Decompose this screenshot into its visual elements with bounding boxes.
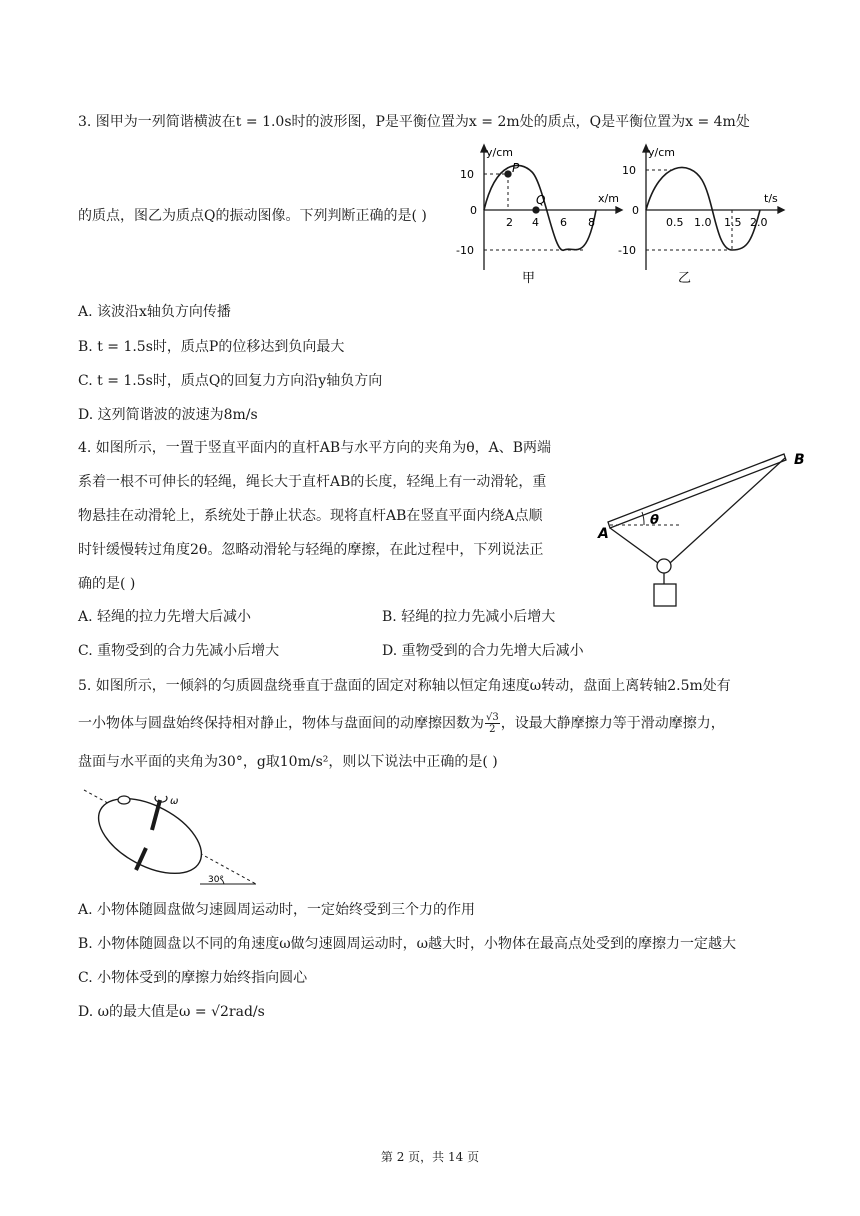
right-xtick-1-5: 1.5: [724, 216, 742, 229]
q4-option-b: B. 轻绳的拉力先减小后增大: [382, 609, 556, 625]
q5-line-2-pre: 一小物体与圆盘始终保持相对静止，物体与盘面间的动摩擦因数为: [78, 715, 484, 732]
left-ytick-0: 0: [470, 204, 477, 217]
q3-option-d: D. 这列简谐波的波速为8m/s: [78, 407, 258, 423]
caption-yi: 乙: [678, 271, 692, 286]
omega-label: ω: [170, 796, 179, 807]
q5-line-3: 盘面与水平面的夹角为30°，g取10m/s²，则以下说法中正确的是( ): [78, 754, 498, 770]
left-ytick-neg10: -10: [456, 244, 474, 257]
right-ytick-neg10: -10: [618, 244, 636, 257]
left-xtick-2: 2: [506, 216, 513, 229]
q4-line-2: 系着一根不可伸长的轻绳，绳长大于直杆AB的长度，轻绳上有一动滑轮，重: [78, 474, 547, 490]
left-ylabel: y/cm: [486, 146, 513, 159]
frac-denominator: 2: [489, 724, 496, 735]
q5-option-b: B. 小物体随圆盘以不同的角速度ω做匀速圆周运动时，ω越大时，小物体在最高点处受到的摩擦力一定越大: [78, 936, 737, 952]
q4-line-1: 4. 如图所示，一置于竖直平面内的直杆AB与水平方向的夹角为θ，A、B两端: [78, 440, 552, 456]
left-xlabel: x/m: [598, 192, 619, 205]
right-xlabel: t/s: [764, 192, 778, 205]
left-ytick-10: 10: [460, 168, 474, 181]
vibration-graph-right: [643, 145, 784, 270]
q3-line-1: 3. 图甲为一列简谐横波在t = 1.0s时的波形图，P是平衡位置为x = 2m处的质点，Q是平衡位置为x = 4m处: [78, 114, 750, 130]
right-xtick-0-5: 0.5: [666, 216, 684, 229]
q5-line-1: 5. 如图所示，一倾斜的匀质圆盘绕垂直于盘面的固定对称轴以恒定角速度ω转动，盘面上离转轴2.5m处有: [78, 678, 731, 694]
right-ytick-10: 10: [622, 164, 636, 177]
q5-option-d: D. ω的最大值是ω = √2rad/s: [78, 1004, 265, 1020]
q3-option-a: A. 该波沿x轴负方向传播: [78, 304, 231, 320]
point-p-label: P: [512, 161, 520, 175]
q4-option-c: C. 重物受到的合力先减小后增大: [78, 643, 280, 659]
wave-graph-left: [481, 145, 622, 270]
q3-line-2: 的质点，图乙为质点Q的振动图像。下列判断正确的是( ): [78, 208, 427, 224]
q5-option-a: A. 小物体随圆盘做匀速圆周运动时，一定始终受到三个力的作用: [78, 902, 476, 918]
right-xtick-1-0: 1.0: [694, 216, 712, 229]
q3-option-c: C. t = 1.5s时，质点Q的回复力方向沿y轴负方向: [78, 373, 383, 389]
left-xtick-8: 8: [588, 216, 595, 229]
q4-line-3: 物悬挂在动滑轮上，系统处于静止状态。现将直杆AB在竖直平面内绕A点顺: [78, 508, 543, 524]
right-xtick-2-0: 2.0: [750, 216, 768, 229]
point-q-label: Q: [536, 193, 546, 207]
q3-option-b: B. t = 1.5s时，质点P的位移达到负向最大: [78, 339, 345, 355]
left-xtick-4: 4: [532, 216, 539, 229]
page-number-footer: 第 2 页，共 14 页: [380, 1150, 480, 1164]
q3-figure: [446, 140, 796, 288]
left-xtick-6: 6: [560, 216, 567, 229]
caption-jia: 甲: [522, 271, 536, 286]
frac-numerator: √3: [486, 712, 499, 723]
angle-label: 30°: [208, 875, 224, 885]
q4-line-5: 确的是( ): [78, 576, 136, 592]
label-theta: θ: [650, 513, 659, 528]
q5-line-2: [78, 712, 725, 735]
q5-option-c: C. 小物体受到的摩擦力始终指向圆心: [78, 970, 308, 986]
q4-option-a: A. 轻绳的拉力先增大后减小: [78, 609, 252, 625]
rod-and-rope: [608, 454, 786, 606]
friction-coefficient-fraction: [485, 712, 500, 735]
right-ylabel: y/cm: [648, 146, 675, 159]
right-ytick-0: 0: [632, 204, 639, 217]
label-a: A: [598, 526, 609, 542]
q5-figure: [80, 786, 270, 888]
label-b: B: [794, 452, 805, 468]
q5-line-2-post: ，设最大静摩擦力等于滑动摩擦力，: [500, 715, 725, 732]
q4-figure: [592, 448, 810, 612]
q4-option-d: D. 重物受到的合力先增大后减小: [382, 643, 584, 659]
q4-line-4: 时针缓慢转过角度2θ。忽略动滑轮与轻绳的摩擦，在此过程中，下列说法正: [78, 542, 544, 558]
